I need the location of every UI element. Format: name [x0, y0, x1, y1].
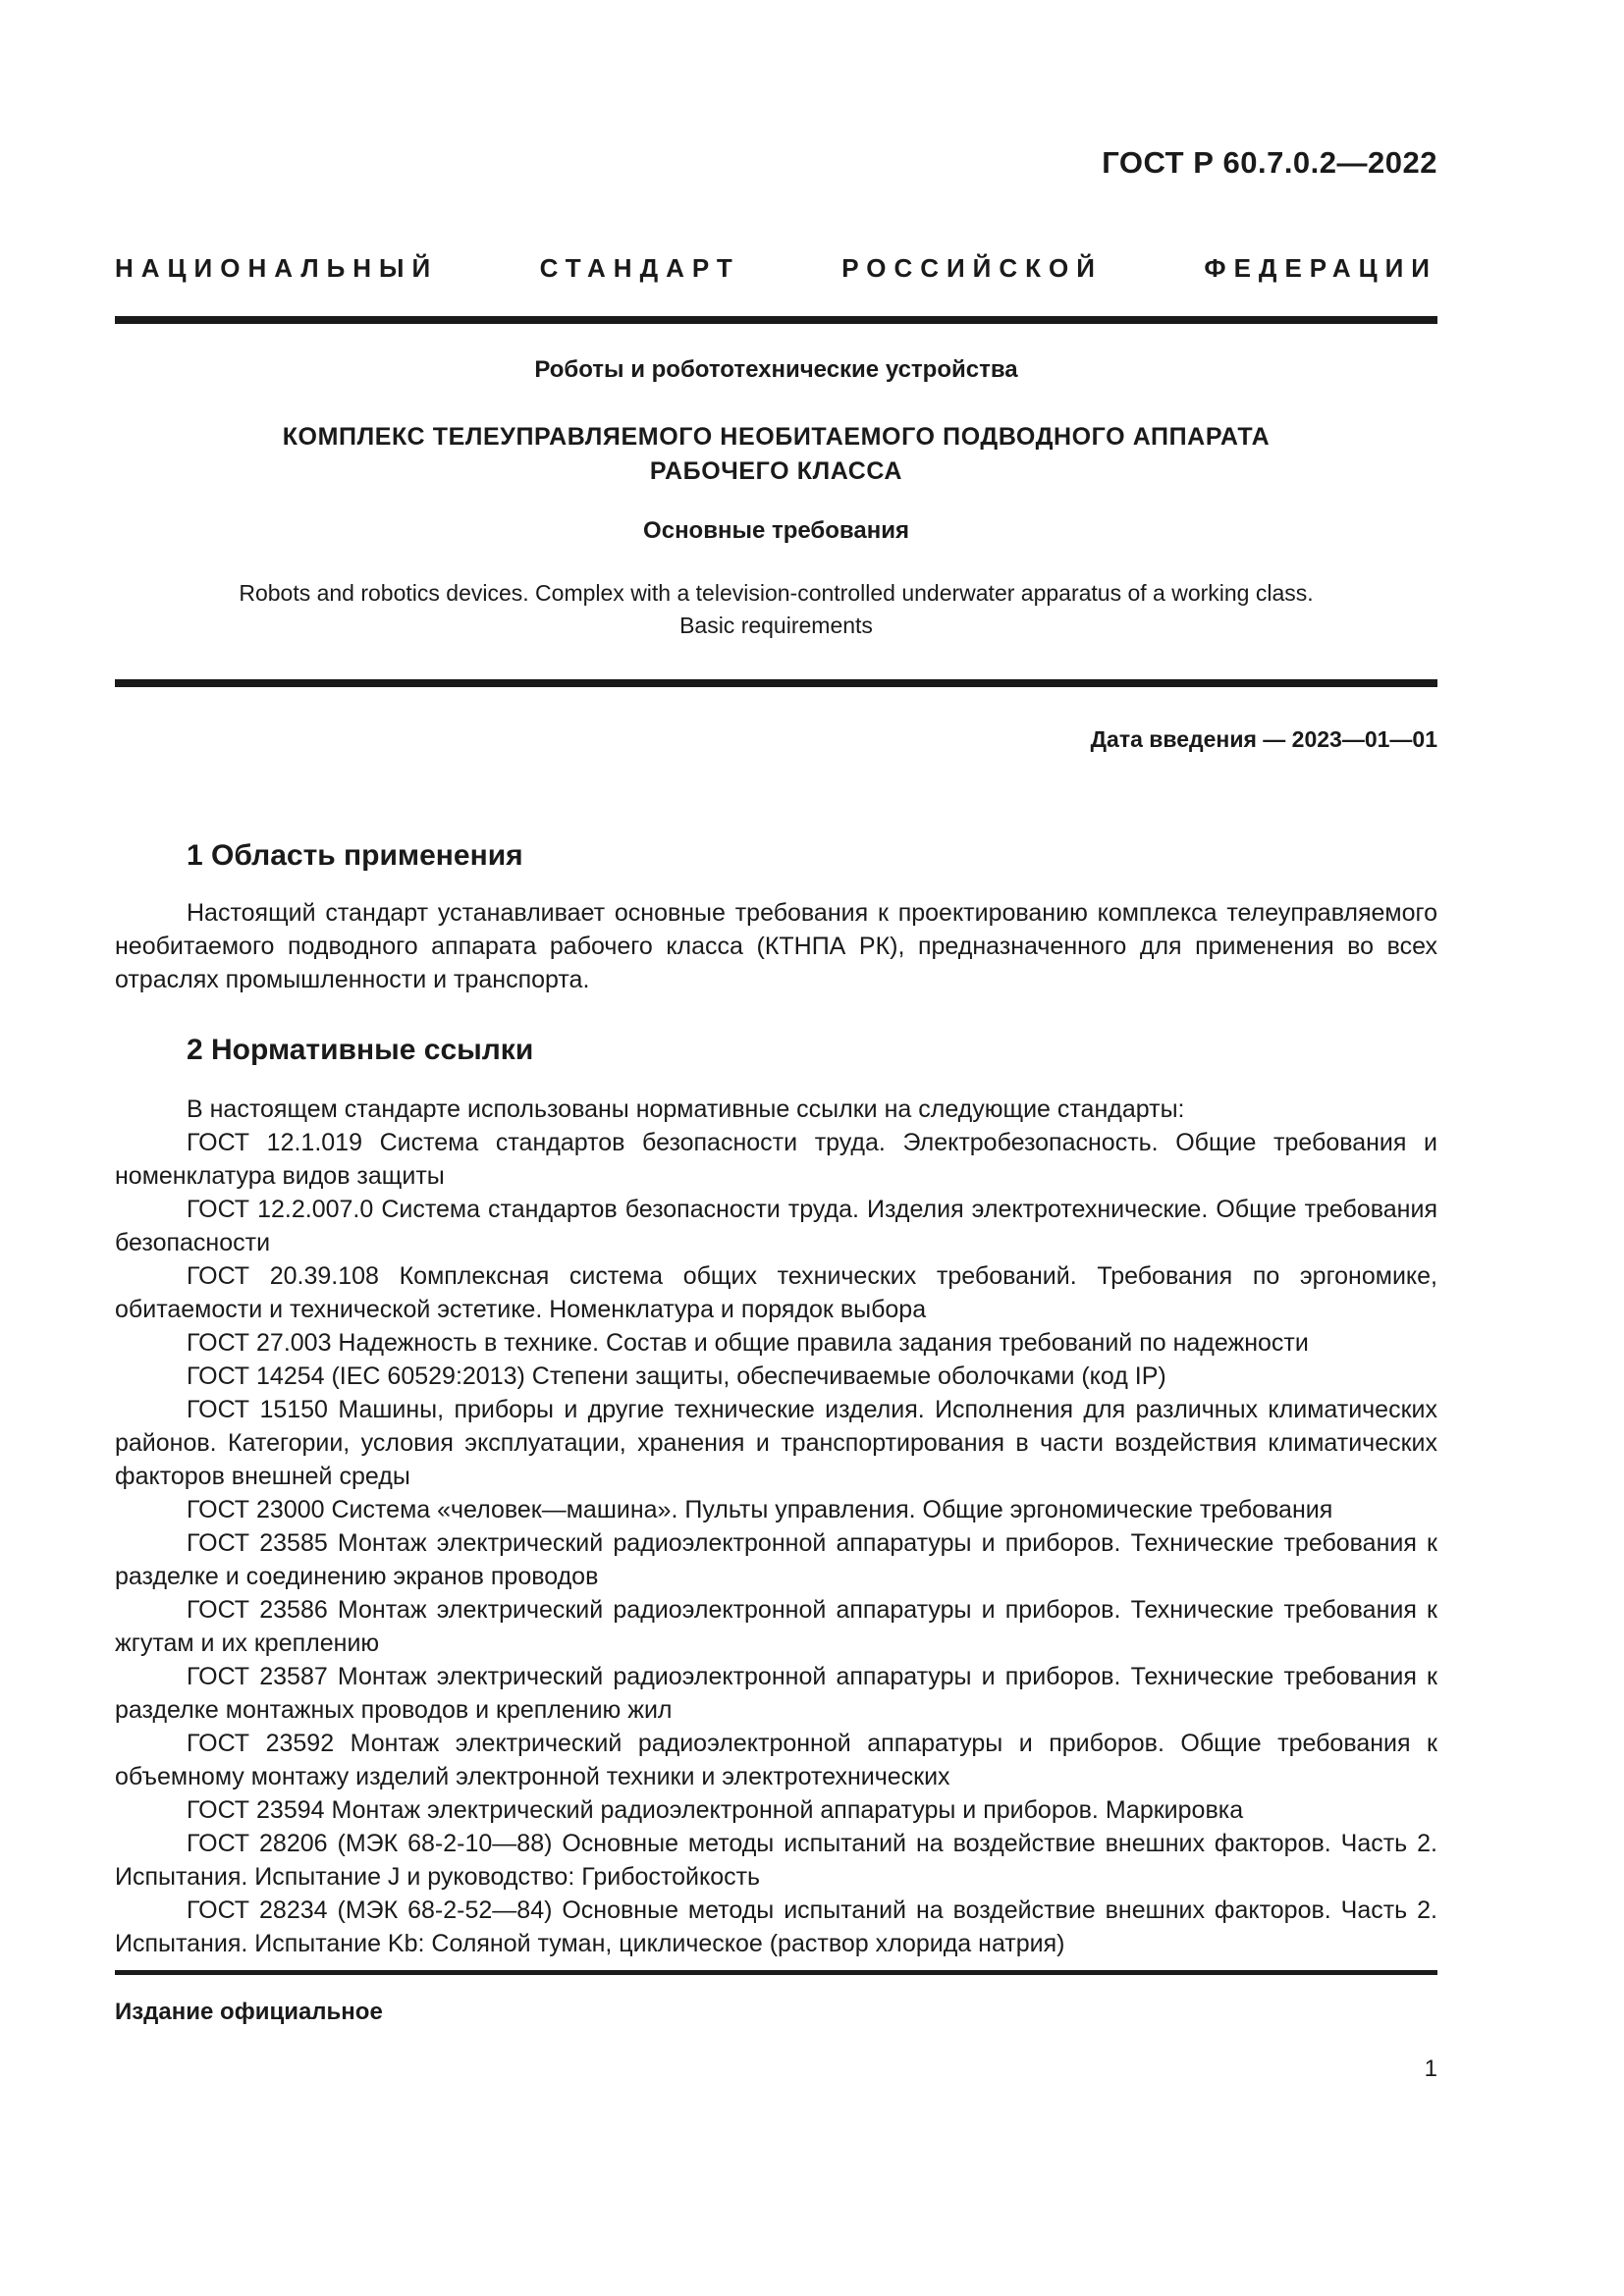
reference-item: ГОСТ 12.1.019 Система стандартов безопасности труда. Электробезопасность. Общие требования и номенклатура видов защиты — [115, 1129, 1437, 1190]
section-1-paragraph: Настоящий стандарт устанавливает основные требования к проектированию комплекса телеуправляемого необитаемого подводного аппарата рабочего класса (КТНПА РК), предназначенного для применения во всех отраслях промышленности и транспорта. — [115, 899, 1437, 993]
reference-item: ГОСТ 23587 Монтаж электрический радиоэлектронной аппаратуры и приборов. Технические требования к разделке монтажных проводов и креплению жил — [115, 1663, 1437, 1724]
official-edition-label: Издание официальное — [115, 1999, 383, 2025]
footer-divider — [115, 1970, 1437, 1975]
title-en-line1: Robots and robotics devices. Complex with a television-controlled underwater apparatus of a working class. — [239, 580, 1314, 606]
reference-item: ГОСТ 20.39.108 Комплексная система общих технических требований. Требования по эргономике, обитаемости и технической эстетике. Номенклатура и порядок выбора — [115, 1262, 1437, 1323]
main-title-line1: КОМПЛЕКС ТЕЛЕУПРАВЛЯЕМОГО НЕОБИТАЕМОГО ПОДВОДНОГО АППАРАТА — [282, 423, 1271, 451]
main-title-line2: РАБОЧЕГО КЛАССА — [649, 457, 903, 485]
top-divider — [115, 316, 1437, 324]
reference-item: ГОСТ 28206 (МЭК 68-2-10—88) Основные методы испытаний на воздействие внешних факторов. Часть 2. Испытания. Испытание J и руководство: Грибостойкость — [115, 1830, 1437, 1891]
reference-item: ГОСТ 12.2.007.0 Система стандартов безопасности труда. Изделия электротехнические. Общие требования безопасности — [115, 1196, 1437, 1256]
reference-item: ГОСТ 23585 Монтаж электрический радиоэлектронной аппаратуры и приборов. Технические требования к разделке и соединению экранов проводов — [115, 1529, 1437, 1590]
national-standard-heading: НАЦИОНАЛЬНЫЙ СТАНДАРТ РОССИЙСКОЙ ФЕДЕРАЦИИ — [115, 253, 1437, 283]
title-en — [115, 577, 1437, 642]
section-2-body — [115, 1093, 1437, 1960]
document-code: ГОСТ Р 60.7.0.2—2022 — [1102, 145, 1437, 180]
basic-requirements-title: Основные требования — [643, 517, 909, 544]
main-title — [115, 420, 1437, 489]
page-number: 1 — [1424, 2056, 1437, 2082]
reference-item: ГОСТ 23592 Монтаж электрический радиоэлектронной аппаратуры и приборов. Общие требования к объемному монтажу изделий электронной техники и электротехнических — [115, 1730, 1437, 1790]
title-divider — [115, 679, 1437, 687]
reference-item: ГОСТ 14254 (IEC 60529:2013) Степени защиты, обеспечиваемые оболочками (код IP) — [187, 1362, 1166, 1390]
section-1-title: 1 Область применения — [187, 839, 523, 872]
reference-item: ГОСТ 23586 Монтаж электрический радиоэлектронной аппаратуры и приборов. Технические требования к жгутам и их креплению — [115, 1596, 1437, 1657]
reference-item: ГОСТ 27.003 Надежность в технике. Состав и общие правила задания требований по надежности — [187, 1329, 1309, 1357]
reference-item: ГОСТ 23000 Система «человек—машина». Пульты управления. Общие эргономические требования — [187, 1496, 1333, 1523]
reference-item: ГОСТ 23594 Монтаж электрический радиоэлектронной аппаратуры и приборов. Маркировка — [187, 1796, 1244, 1824]
section-2-title: 2 Нормативные ссылки — [187, 1034, 534, 1066]
section-2-intro: В настоящем стандарте использованы нормативные ссылки на следующие стандарты: — [187, 1095, 1185, 1123]
section-1-body — [115, 896, 1437, 996]
reference-item: ГОСТ 28234 (МЭК 68-2-52—84) Основные методы испытаний на воздействие внешних факторов. Часть 2. Испытания. Испытание Kb: Соляной туман, циклическое (раствор хлорида натрия) — [115, 1896, 1437, 1957]
introduction-date: Дата введения — 2023—01—01 — [1090, 726, 1437, 752]
subtitle-ru: Роботы и робототехнические устройства — [534, 356, 1018, 383]
reference-item: ГОСТ 15150 Машины, приборы и другие технические изделия. Исполнения для различных климатических районов. Категории, условия эксплуатации, хранения и транспортирования в части воздействия климатических факторов внешней среды — [115, 1396, 1437, 1490]
title-en-line2: Basic requirements — [679, 613, 873, 638]
